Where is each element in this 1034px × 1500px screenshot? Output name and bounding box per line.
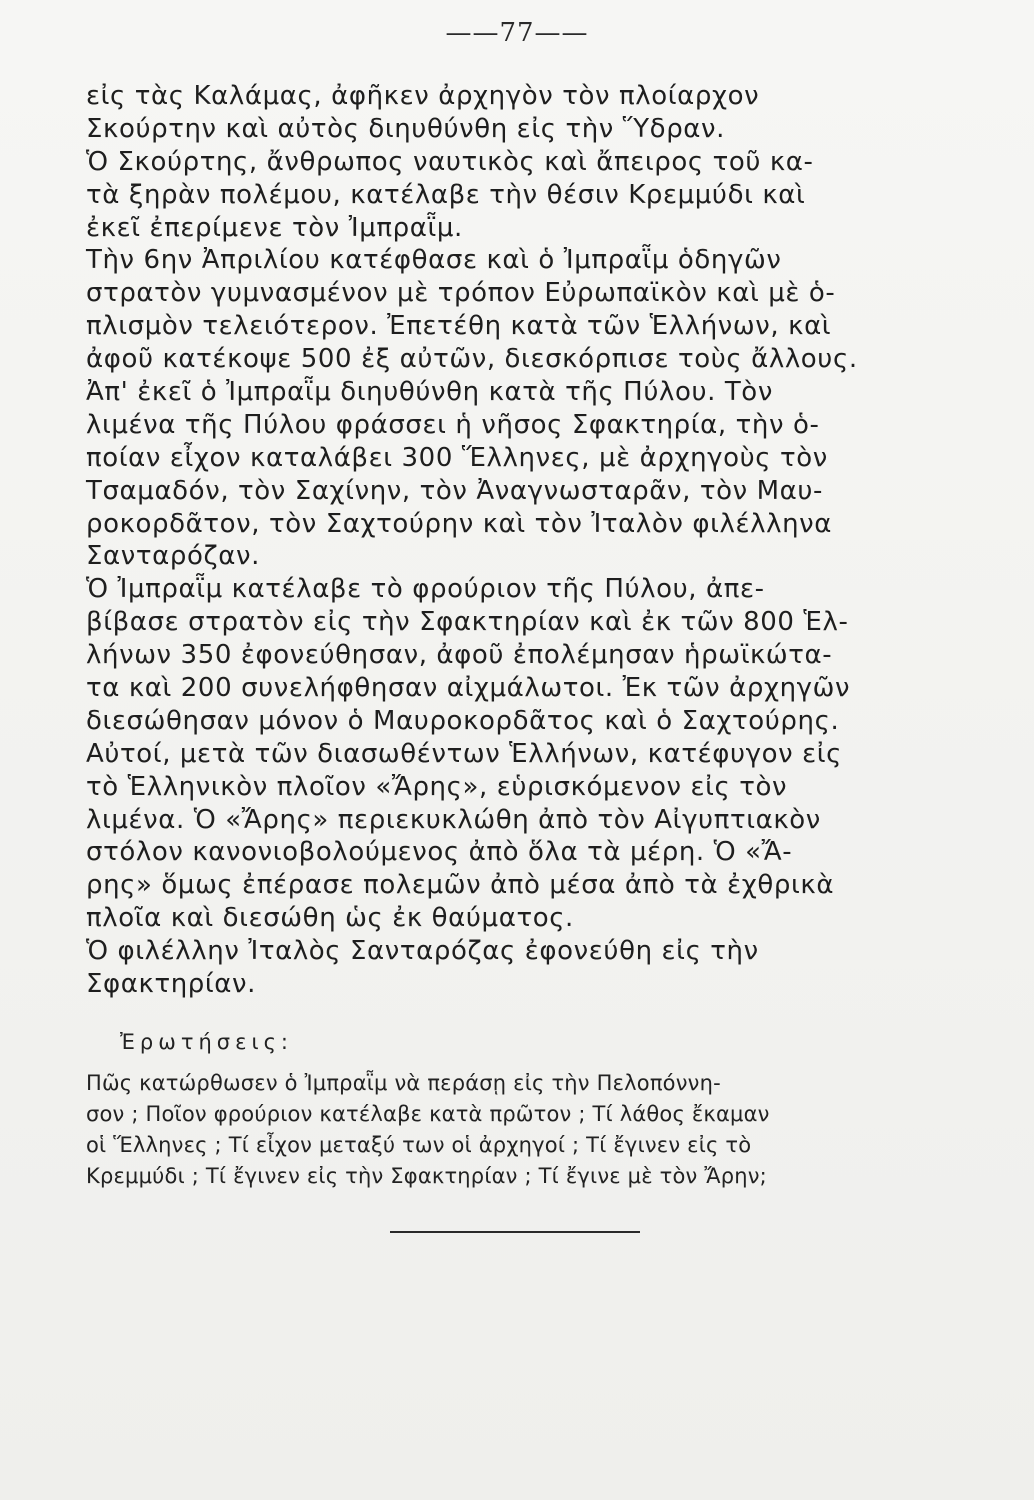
question-line: οἱ Ἕλληνες ; Τί εἶχον μεταξύ των οἱ ἀρχηγοί ; Τί ἔγινεν εἰς τὸ [86, 1133, 752, 1157]
body-line: Σκούρτην καὶ αὐτὸς διηυθύνθη εἰς τὴν Ὕδραν. [86, 113, 726, 144]
body-line: στρατὸν γυμνασμένον μὲ τρόπον Εὐρωπαϊκὸν καὶ μὲ ὁ- [86, 278, 836, 309]
body-line: τα καὶ 200 συνελήφθησαν αἰχμάλωτοι. Ἐκ τῶν ἀρχηγῶν [86, 673, 851, 704]
body-line: Ἀπ' ἐκεῖ ὁ Ἰμπραῗμ διηυθύνθη κατὰ τῆς Πύλου. Τὸν [86, 377, 773, 408]
divider-rule [390, 1231, 640, 1233]
body-line: Ὁ φιλέλλην Ἰταλὸς Σανταρόζας ἐφονεύθη εἰς τὴν [86, 936, 759, 967]
body-line: ἐκεῖ ἐπερίμενε τὸν Ἰμπραῗμ. [86, 212, 463, 243]
body-line: Ὁ Ἰμπραῗμ κατέλαβε τὸ φρούριον τῆς Πύλου, ἀπε- [86, 574, 765, 605]
body-line: τὸ Ἑλληνικὸν πλοῖον «Ἄρης», εὑρισκόμενον εἰς τὸν [86, 771, 788, 802]
question-line: σον ; Ποῖον φρούριον κατέλαβε κατὰ πρῶτον ; Τί λάθος ἔκαμαν [86, 1102, 770, 1126]
body-line: ροκορδᾶτον, τὸν Σαχτούρην καὶ τὸν Ἰταλὸν φιλέλληνα [86, 508, 833, 539]
body-line: εἰς τὰς Καλάμας, ἀφῆκεν ἀρχηγὸν τὸν πλοίαρχον [86, 81, 760, 111]
body-line: πλισμὸν τελειότερον. Ἐπετέθη κατὰ τῶν Ἑλλήνων, καὶ [86, 311, 832, 342]
body-line: λήνων 350 ἐφονεύθησαν, ἀφοῦ ἐπολέμησαν ἡρωϊκώτα- [86, 640, 833, 671]
body-text [86, 80, 964, 1001]
body-line: λιμένα τῆς Πύλου φράσσει ἡ νῆσος Σφακτηρία, τὴν ὁ- [86, 409, 820, 440]
body-line: ἀφοῦ κατέκοψε 500 ἐξ αὐτῶν, διεσκόρπισε τοὺς ἄλλους. [86, 344, 858, 375]
body-line: πλοῖα καὶ διεσώθη ὡς ἐκ θαύματος. [86, 903, 574, 934]
body-line: στόλον κανονιοβολούμενος ἀπὸ ὅλα τὰ μέρη. Ὁ «Ἄ- [86, 837, 793, 868]
question-line: Κρεμμύδι ; Τί ἔγινεν εἰς τὴν Σφακτηρίαν ; Τί ἔγινε μὲ τὸν Ἄρην; [86, 1164, 767, 1188]
body-line: τὰ ξηρὰν πολέμου, κατέλαβε τὴν θέσιν Κρεμμύδι καὶ [86, 179, 806, 210]
questions-text [86, 1068, 966, 1192]
body-line: Σφακτηρίαν. [86, 969, 257, 1000]
body-line: ρης» ὅμως ἐπέρασε πολεμῶν ἀπὸ μέσα ἀπὸ τὰ ἐχθρικὰ [86, 870, 835, 901]
body-line: λιμένα. Ὁ «Ἄρης» περιεκυκλώθη ἀπὸ τὸν Αἰγυπτιακὸν [86, 804, 821, 835]
body-line: Σανταρόζαν. [86, 541, 260, 572]
questions-heading: Ἐρωτήσεις: [120, 1030, 293, 1054]
body-line: Αὐτοί, μετὰ τῶν διασωθέντων Ἑλλήνων, κατέφυγον εἰς [86, 738, 843, 769]
body-line: βίβασε στρατὸν εἰς τὴν Σφακτηρίαν καὶ ἐκ τῶν 800 Ἑλ- [86, 607, 849, 638]
body-line: ποίαν εἶχον καταλάβει 300 Ἕλληνες, μὲ ἀρχηγοὺς τὸν [86, 442, 828, 473]
page-number: ——77—— [445, 18, 589, 48]
body-line: Ὁ Σκούρτης, ἄνθρωπος ναυτικὸς καὶ ἄπειρος τοῦ κα- [86, 146, 814, 177]
body-line: Τσαμαδόν, τὸν Σαχίνην, τὸν Ἀναγνωσταρᾶν, τὸν Μαυ- [86, 475, 824, 506]
question-line: Πῶς κατώρθωσεν ὁ Ἰμπραῗμ νὰ περάσῃ εἰς τὴν Πελοπόννη- [86, 1071, 721, 1095]
body-line: Τὴν 6ην Ἀπριλίου κατέφθασε καὶ ὁ Ἰμπραῗμ ὁδηγῶν [86, 245, 782, 276]
body-line: διεσώθησαν μόνον ὁ Μαυροκορδᾶτος καὶ ὁ Σαχτούρης. [86, 705, 840, 736]
